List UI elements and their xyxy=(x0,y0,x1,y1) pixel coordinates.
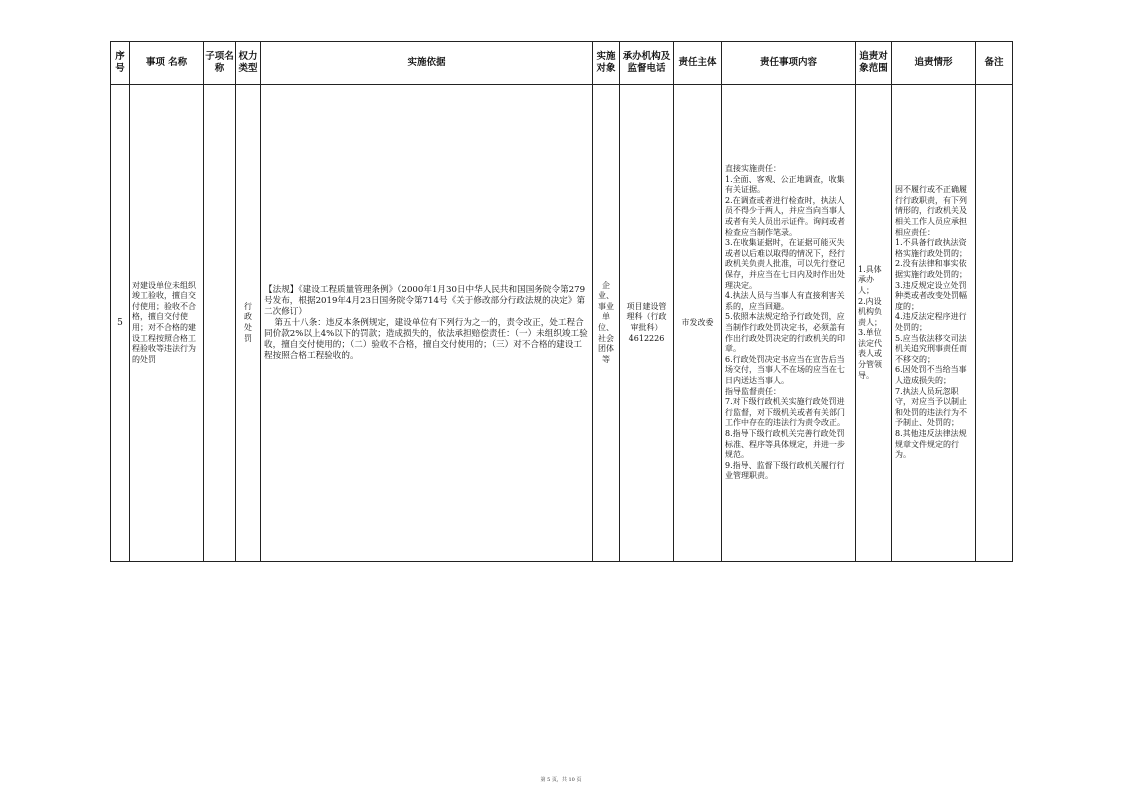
header-row xyxy=(111,42,1013,85)
header-sub-name: 子项名称 xyxy=(204,42,236,85)
cell-seq: 5 xyxy=(111,85,130,562)
subject-text: 市发改委 xyxy=(681,317,714,327)
header-remark: 备注 xyxy=(976,42,1013,85)
situation-text: 因不履行或不正确履行行政职责，有下列情形的，行政机关及相关工作人员应承担相应责任： 1.不具备行政执法资格实施行政处罚的； 2.没有法律和事实依据实施行政处罚的； 3.违反规定设立处罚种类或者改变处罚幅度的； 4.违反法定程序进行处罚的； 5.应当依法移交司法机关追究刑事责任而不移交的； 6.因处罚不当给当事人造成损失的； 7.执法人员玩忽职守，对应当予以制止和处罚的违法行为不予制止、处罚的； 8.其他违反法律法规规章文件规定的行为。 xyxy=(895,185,967,460)
agency-text: 项目建设管理科（行政审批科） 4612226 xyxy=(626,301,667,343)
cell-remark xyxy=(976,85,1013,562)
item-name-text: 对建设单位未组织竣工验收，擅自交付使用；验收不合格，擅自交付使用；对不合格的建设工程按照合格工程验收等违法行为的处罚 xyxy=(132,280,196,364)
cell-situation xyxy=(892,85,976,562)
power-list-table xyxy=(110,41,1013,562)
basis-article: 第五十八条：违反本条例规定，建设单位有下列行为之一的，责令改正，处工程合同价款2%以上4%以下的罚款；造成损失的，依法承担赔偿责任：（一）未组织竣工验收，擅自交付使用的；（二）验收不合格，擅自交付使用的；（三）对不合格的建设工程按照合格工程验收的。 xyxy=(264,317,588,361)
header-duty: 责任事项内容 xyxy=(722,42,856,85)
page-number: 第 5 页，共 10 页 xyxy=(540,777,582,783)
header-subject: 责任主体 xyxy=(674,42,722,85)
cell-subject xyxy=(674,85,722,562)
cell-target xyxy=(593,85,620,562)
header-scope: 追责对象范围 xyxy=(856,42,892,85)
cell-duty xyxy=(722,85,856,562)
cell-basis xyxy=(261,85,593,562)
target-text: 企业、事业单位、社会团体等 xyxy=(598,280,614,364)
cell-agency xyxy=(620,85,674,562)
cell-scope xyxy=(856,85,892,562)
header-basis: 实施依据 xyxy=(261,42,593,85)
header-agency: 承办机构及监督电话 xyxy=(620,42,674,85)
header-seq: 序号 xyxy=(111,42,130,85)
header-target: 实施对象 xyxy=(593,42,620,85)
cell-power-type xyxy=(236,85,261,562)
header-item-name: 事项 名称 xyxy=(130,42,204,85)
duty-text: 直接实施责任： 1.全面、客观、公正地调查，收集有关证据。 2.在调查或者进行检查时，执法人员不得少于两人，并应当向当事人或者有关人员出示证件。询问或者检查应当制作笔录。 3.在收集证据时，在证据可能灭失或者以后难以取得的情况下，经行政机关负责人批准，可以先行登记保存，并应当在七日内及时作出处理决定。 4.执法人员与当事人有直接利害关系的，应当回避。 5.依照本法规定给予行政处罚，应当制作行政处罚决定书，必须盖有作出行政处罚决定的行政机关的印章。 6.行政处罚决定书应当在宣告后当场交付，当事人不在场的应当在七日内送达当事人。 指导监督责任： 7.对下级行政机关实施行政处罚进行监督，对下级机关或者有关部门工作中存在的违法行为责令改正。 8.指导下级行政机关完善行政处罚标准、程序等具体规定，并进一步规范。 9.指导、监督下级行政机关履行行业管理职责。 xyxy=(725,164,845,481)
header-situation: 追责情形 xyxy=(892,42,976,85)
cell-sub-name xyxy=(204,85,236,562)
cell-item-name xyxy=(130,85,204,562)
basis-text xyxy=(261,285,592,362)
table-row xyxy=(111,85,1013,562)
scope-text: 1.具体承办人； 2.内设机构负责人； 3.单位法定代表人或分管领导。 xyxy=(858,264,882,380)
power-type-text: 行政处罚 xyxy=(244,301,252,343)
basis-regulation: 【法规】《建设工程质量管理条例》（2000年1月30日中华人民共和国国务院令第279号发布，根据2019年4月23日国务院令第714号《关于修改部分行政法规的决定》第二次修订） xyxy=(264,284,586,317)
header-power-type: 权力类型 xyxy=(236,42,261,85)
